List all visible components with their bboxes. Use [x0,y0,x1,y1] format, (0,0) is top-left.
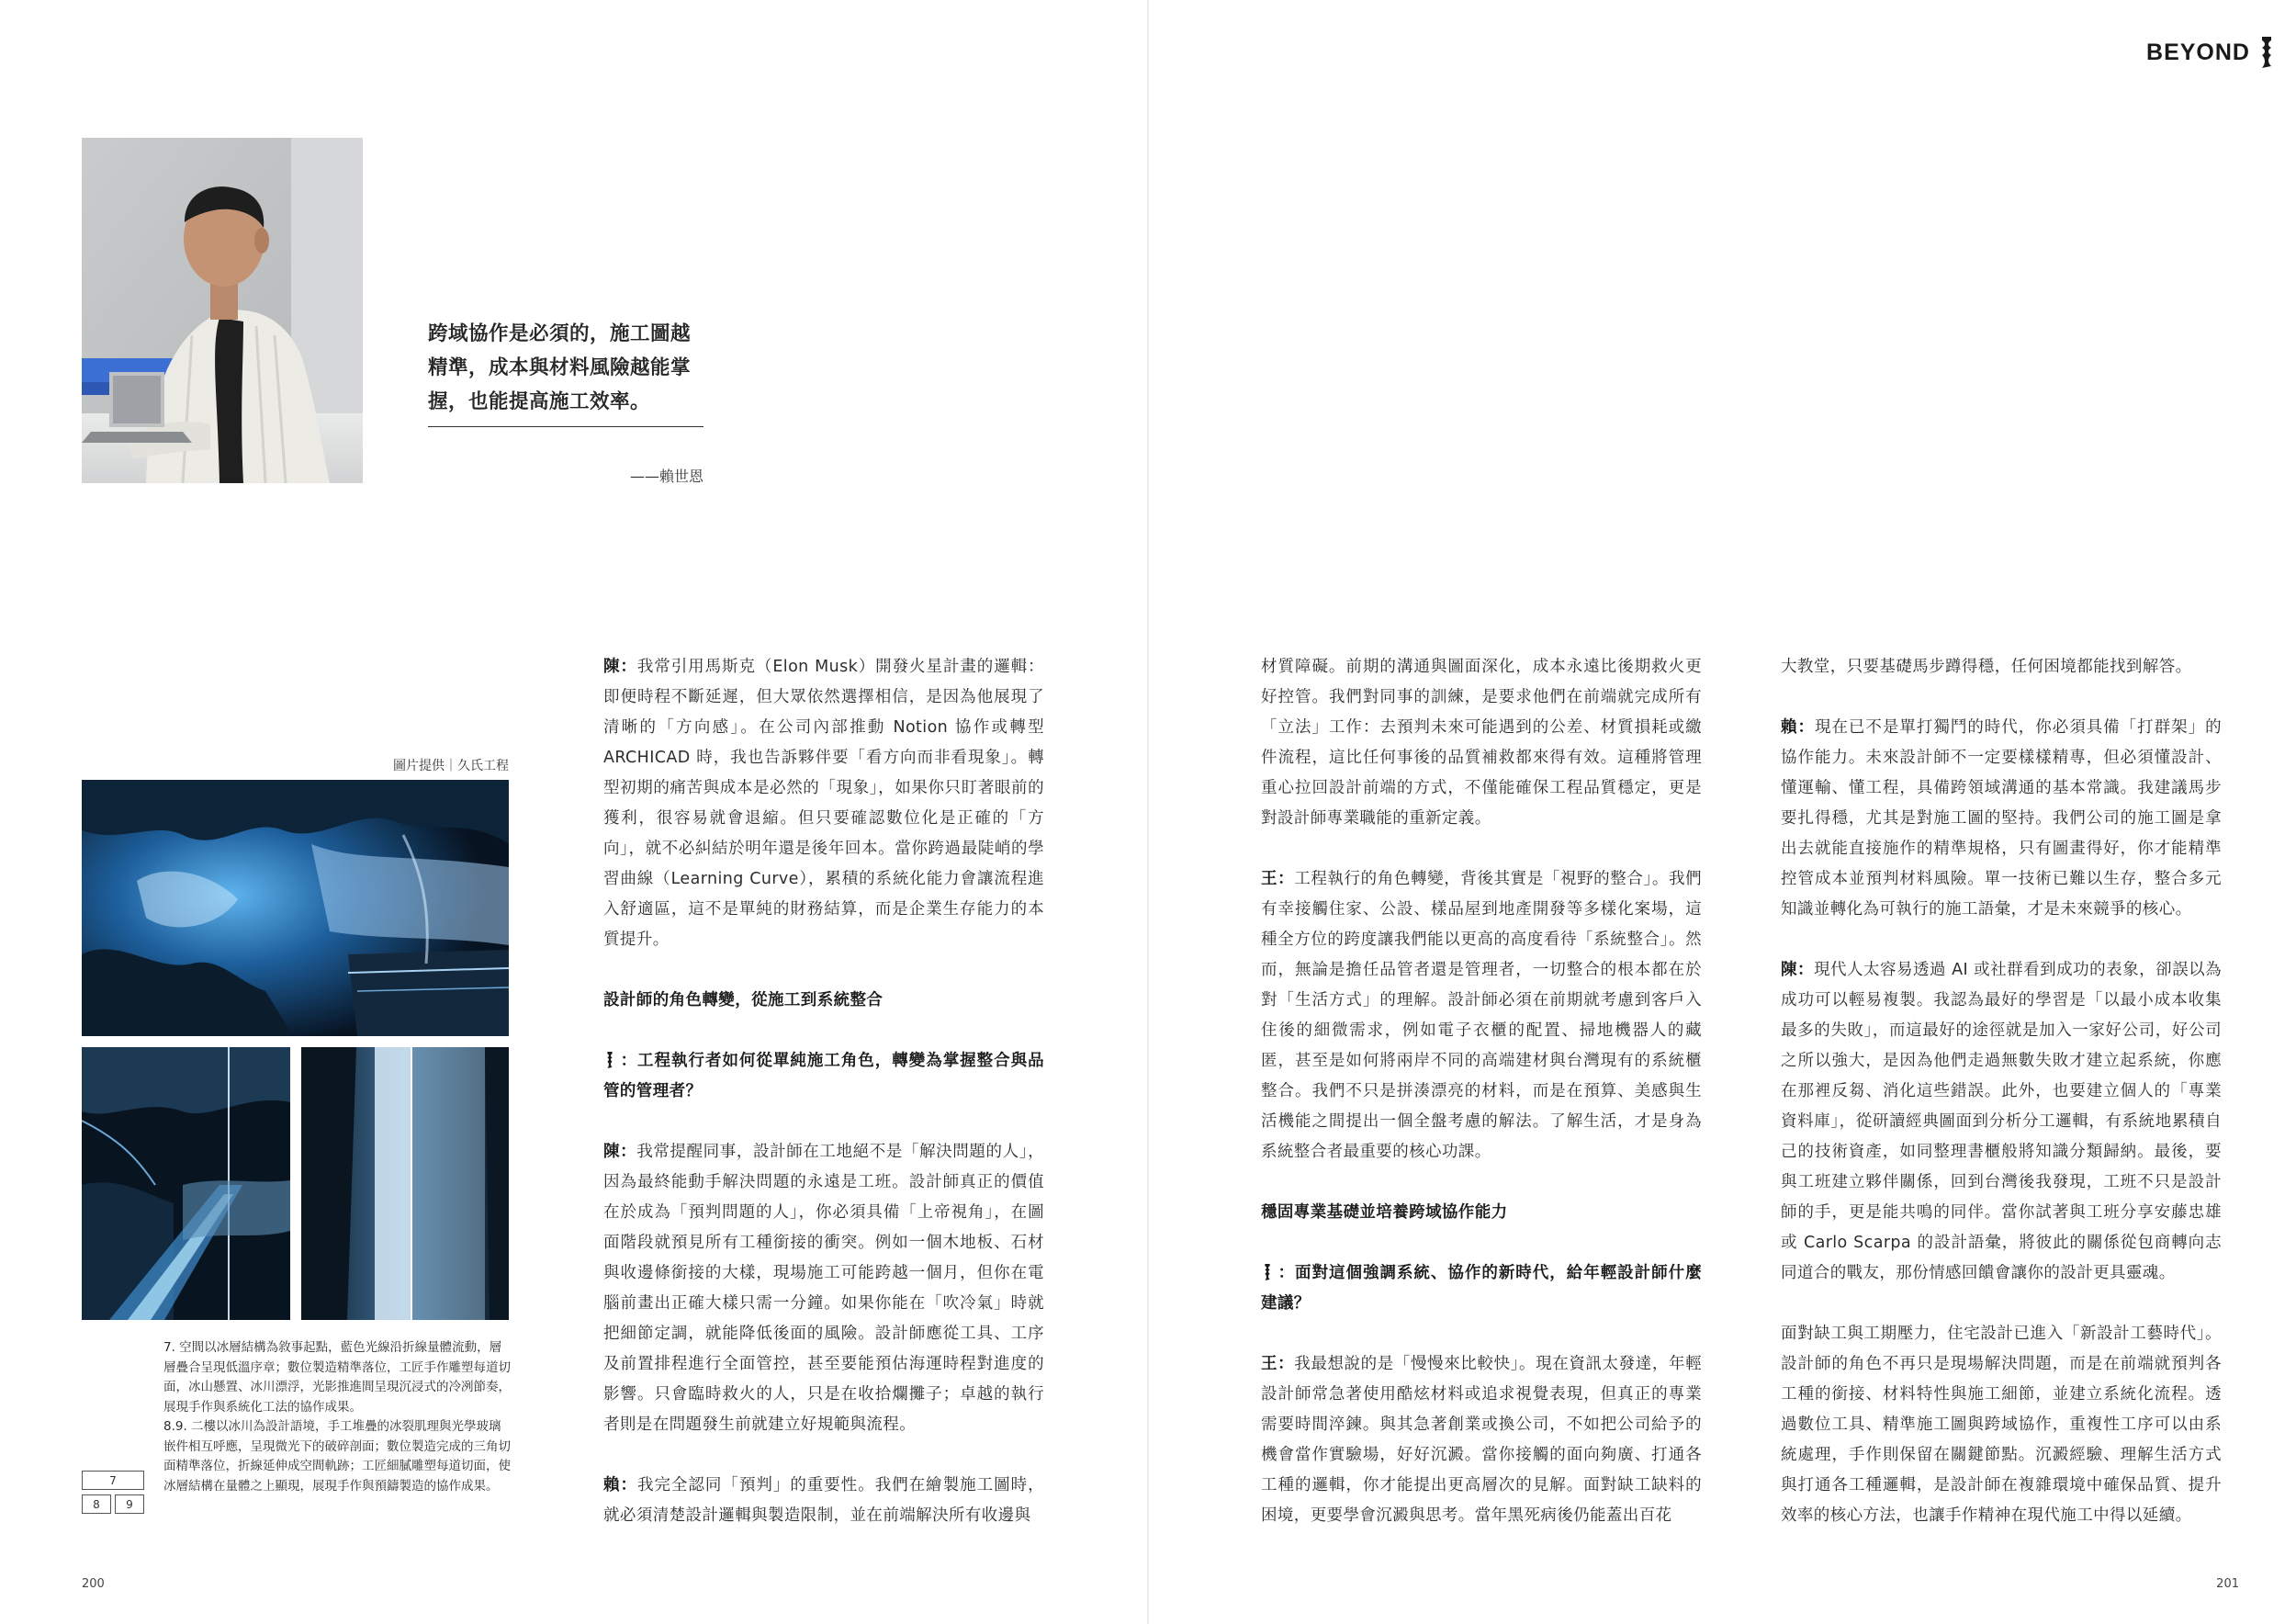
paragraph [1261,864,1702,1167]
text-column-2 [1261,652,1702,1531]
spine-gutter [1147,0,1149,1624]
paragraph [1781,955,2222,1289]
paragraph-text: 我常引用馬斯克（Elon Musk）開發火星計畫的邏輯：即便時程不斷延遲，但大眾依然選擇相信，是因為他展現了清晰的「方向感」。在公司內部推動 Notion 協作或轉型 ARCHICAD 時，我也告訴夥伴要「看方向而非看現象」。轉型初期的痛苦與成本是必然的「現象」，如果你只盯著眼前的獲利，很容易就會退縮。但只要確認數位化是正確的「方向」，就不必糾結於明年還是後年回本。當你跨過最陡峭的學習曲線（Learning Curve），累積的系統化能力會讓流程進入舒適區，這不是單純的財務結算，而是企業生存能力的本質提升。 [603,658,1044,949]
question-text: ：工程執行者如何從單純施工角色，轉變為掌握整合與品管的管理者？ [603,1052,1044,1100]
image-number-9: 9 [115,1494,144,1514]
paragraph-text: 工程執行的角色轉變，背後其實是「視野的整合」。我們有幸接觸住家、公設、樣品屋到地產開發等多樣化案場，這種全方位的跨度讓我們能以更高的高度看待「系統整合」。然而，無論是擔任品管者還是管理者，一切整合的根本都在於對「生活方式」的理解。設計師必須在前期就考慮到客戶入住後的細微需求，例如電子衣櫃的配置、掃地機器人的藏匿，甚至是如何將兩岸不同的高端建材與台灣現有的系統櫃整合。我們不只是拼湊漂亮的材料，而是在預算、美感與生活機能之間提出一個全盤考慮的解法。了解生活，才是身為系統整合者最重要的核心功課。 [1261,870,1702,1161]
portrait-photo [82,138,363,483]
paragraph-text: 我常提醒同事，設計師在工地絕不是「解決問題的人」，因為最終能動手解決問題的永遠是工班。設計師真正的價值在於成為「預判問題的人」，你必須具備「上帝視角」，在圖面階段就預見所有工種銜接的衝突。例如一個木地板、石材與收邊條銜接的大樣，現場施工可能跨越一個月，但你在電腦前畫出正確大樣只需一分鐘。如果你能在「吹冷氣」時就把細節定調，就能降低後面的風險。設計師應從工具、工序及前置排程進行全面管控，甚至要能預估海運時程對進度的影響。只會臨時救火的人，只是在收拾爛攤子；卓越的執行者則是在問題發生前就建立好規範與流程。 [603,1143,1044,1434]
pull-quote: 跨域協作是必須的，施工圖越精準，成本與材料風險越能掌握，也能提高施工效率。 [428,322,692,413]
glacier-corridor-photo [82,1047,290,1320]
quote-divider [428,426,703,427]
paragraph [1261,1349,1702,1531]
image-caption [163,1338,511,1496]
brand-mark-icon [603,1051,616,1069]
paragraph: 大教堂，只要基礎馬步蹲得穩，任何困境都能找到解答。 [1781,658,2192,676]
brand-mark-icon [1261,1263,1274,1281]
page-number-left: 200 [82,1577,105,1591]
speaker-label: 賴： [603,1476,637,1494]
text-column-3 [1781,652,2222,1531]
image-number-8: 8 [82,1494,111,1514]
section-heading: 設計師的角色轉變，從施工到系統整合 [603,991,884,1009]
ice-cave-photo [82,780,509,1036]
speaker-label: 王： [1261,1355,1295,1373]
caption-8-9: 8.9. 二樓以冰川為設計語境，手工堆疊的冰裂肌理與光學玻璃嵌件相互呼應，呈現微光下的破碎剖面；數位製造完成的三角切面精準落位，折線延伸成空間軌跡；工匠細膩雕塑每道切面，使冰層結構在量體之上顯現，展現手作與預鑄製造的協作成果。 [163,1419,511,1494]
quote-author: ——賴世恩 [629,468,703,485]
speaker-label: 賴： [1781,718,1815,737]
interview-question [1261,1258,1702,1319]
paragraph [603,1471,1044,1531]
speaker-label: 陳： [1781,961,1815,979]
brand-name: BEYOND [2146,39,2250,65]
paragraph-text: 我最想說的是「慢慢來比較快」。現在資訊太發達，年輕設計師常急著使用酷炫材料或追求視覺表現，但真正的專業需要時間淬鍊。與其急著創業或換公司，不如把公司給予的機會當作實驗場，好好沉澱。當你接觸的面向夠廣、打通各工種的邏輯，你才能提出更高層次的見解。面對缺工缺料的困境，更要學會沉澱與思考。當年黑死病後仍能蓋出百花 [1261,1355,1702,1525]
paragraph-text: 我完全認同「預判」的重要性。我們在繪製施工圖時，就必須清楚設計邏輯與製造限制，並在前端解決所有收邊與 [603,1476,1044,1525]
photo-credit: 圖片提供｜久氏工程 [393,759,509,773]
paragraph-text: 現代人太容易透過 AI 或社群看到成功的表象，卻誤以為成功可以輕易複製。我認為最好的學習是「以最小成本收集最多的失敗」，而這最好的途徑就是加入一家好公司，好公司之所以強大，是因為他們走過無數失敗才建立起系統，你應在那裡反芻、消化這些錯誤。此外，也要建立個人的「專業資料庫」，從研讀經典圖面到分析分工邏輯，有系統地累積自己的技術資產，如同整理書櫃般將知識分類歸納。最後，要與工班建立夥伴關係，回到台灣後我發現，工班不只是設計師的手，更是能共鳴的同伴。當你試著與工班分享安藤忠雄或 Carlo Scarpa 的設計語彙，將彼此的關係從包商轉向志同道合的戰友，那份情感回饋會讓你的設計更具靈魂。 [1781,961,2222,1282]
image-number-7: 7 [82,1471,144,1490]
ice-wall-photo [301,1047,509,1320]
paragraph [1781,713,2222,925]
text-column-1 [603,652,1044,1531]
speaker-label: 陳： [603,658,637,676]
speaker-label: 王： [1261,870,1295,888]
paragraph [603,1137,1044,1440]
paragraph-text: 現在已不是單打獨鬥的時代，你必須具備「打群架」的協作能力。未來設計師不一定要樣樣精專，但必須懂設計、懂運輸、懂工程，具備跨領域溝通的基本常識。我建議馬步要扎得穩，尤其是對施工圖的堅持。我們公司的施工圖是拿出去就能直接施作的精準規格，只有圖畫得好，你才能精準控管成本並預判材料風險。單一技術已難以生存，整合多元知識並轉化為可執行的施工語彙，才是未來競爭的核心。 [1781,718,2222,919]
brand-header [2146,35,2274,70]
paragraph [603,652,1044,955]
question-text: ：面對這個強調系統、協作的新時代，給年輕設計師什麼建議？ [1261,1264,1702,1313]
interview-question [603,1046,1044,1107]
speaker-label: 陳： [603,1143,637,1161]
paragraph: 面對缺工與工期壓力，住宅設計已進入「新設計工藝時代」。設計師的角色不再只是現場解決問題，而是在前端就預判各工種的銜接、材料特性與施工細節，並建立系統化流程。透過數位工具、精準施工圖與跨域協作，重複性工序可以由系統處理，手作則保留在關鍵節點。沉澱經驗、理解生活方式與打通各工種邏輯，是設計師在複雜環境中確保品質、提升效率的核心方法，也讓手作精神在現代施工中得以延續。 [1781,1325,2222,1525]
caption-7: 7. 空間以冰層結構為敘事起點，藍色光線沿折線量體流動，層層疊合呈現低溫序章；數位製造精準落位，工匠手作雕塑每道切面，冰山懸置、冰川漂浮，光影推進間呈現沉浸式的冷冽節奏，展現手作與系統化工法的協作成果。 [163,1340,511,1415]
brand-mark-icon [2259,35,2274,70]
section-heading: 穩固專業基礎並培養跨域協作能力 [1261,1203,1508,1222]
page-number-right: 201 [2216,1577,2239,1591]
paragraph: 材質障礙。前期的溝通與圖面深化，成本永遠比後期救火更好控管。我們對同事的訓練，是要求他們在前端就完成所有「立法」工作：去預判未來可能遇到的公差、材質損耗或繳件流程，這比任何事後的品質補救都來得有效。這種將管理重心拉回設計前端的方式，不僅能確保工程品質穩定，更是對設計師專業職能的重新定義。 [1261,658,1702,828]
